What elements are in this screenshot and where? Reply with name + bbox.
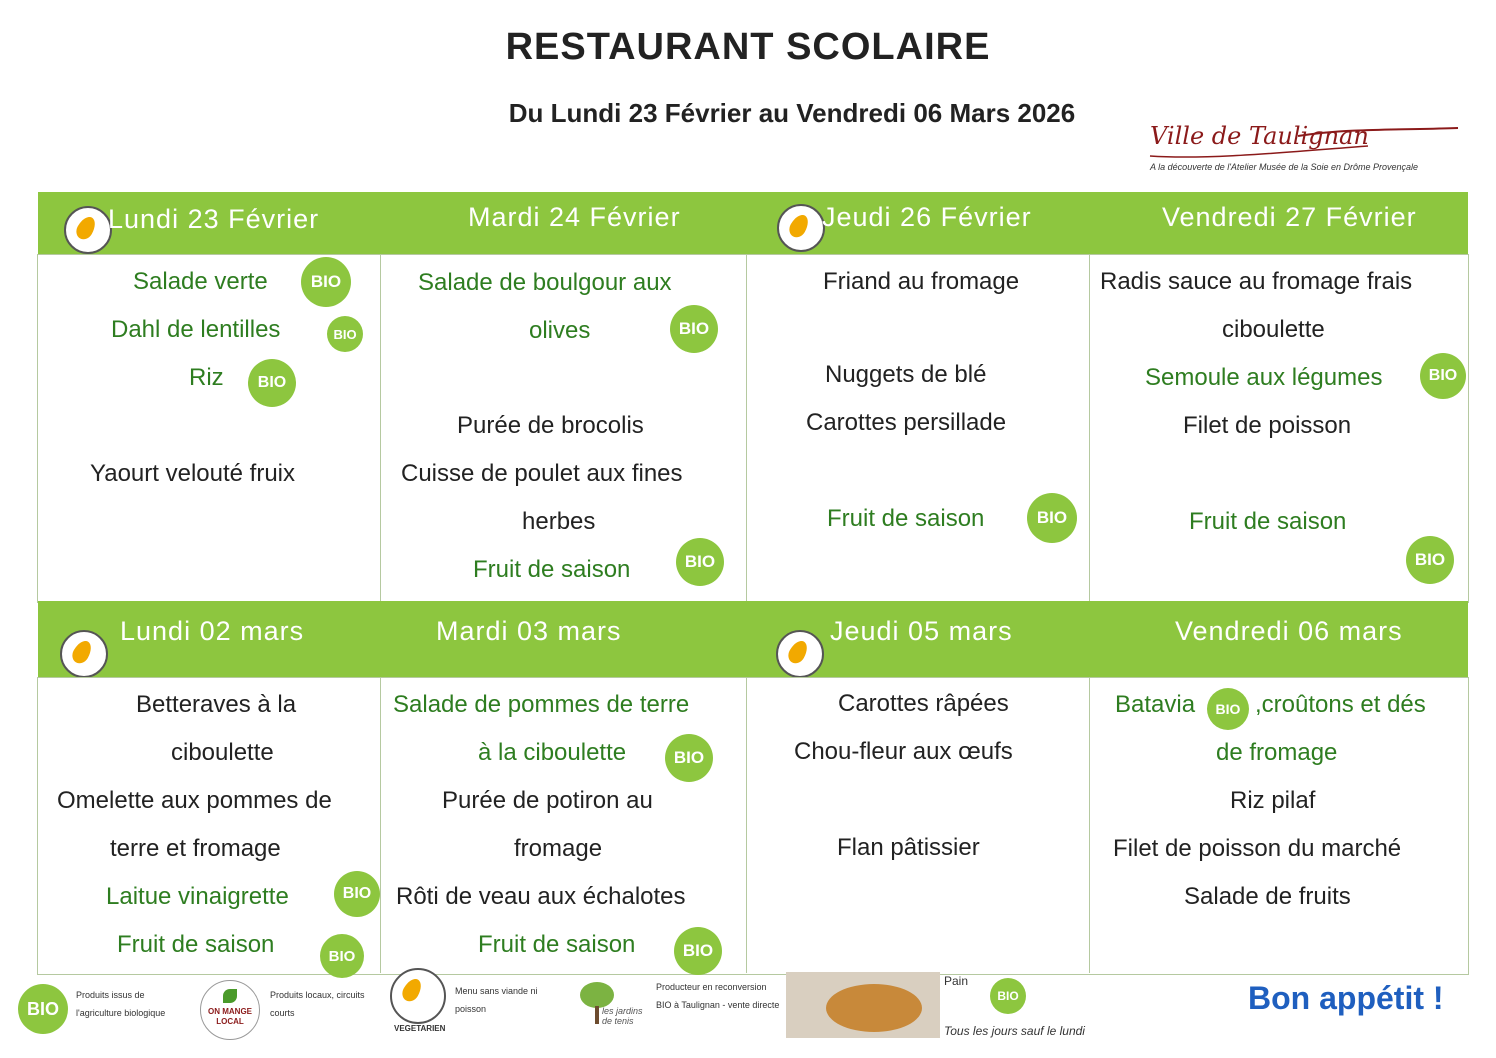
menu-item: Purée de potiron au — [442, 787, 653, 814]
menu-item: fromage — [514, 835, 603, 862]
day-week2-tuesday: Mardi 03 mars — [436, 616, 622, 646]
town-logo — [1148, 122, 1460, 178]
day-week1-friday: Vendredi 27 Février — [1162, 202, 1417, 232]
on-mange-local-logo — [200, 980, 260, 1040]
bio-icon: BIO — [665, 734, 713, 782]
vegetarian-label: VEGETARIEN — [394, 1024, 446, 1033]
menu-item: Fruit de saison — [478, 931, 636, 958]
menu-item: herbes — [522, 508, 596, 535]
day-week1-monday: Lundi 23 Février — [108, 204, 320, 234]
day-week2-monday: Lundi 02 mars — [120, 616, 305, 646]
bio-icon: BIO — [320, 934, 364, 978]
page-title: RESTAURANT SCOLAIRE — [505, 26, 991, 68]
menu-item: Fruit de saison — [117, 931, 275, 958]
menu-item: Fruit de saison — [473, 556, 631, 583]
menu-item: Omelette aux pommes de — [57, 787, 332, 814]
menu-item: Salade de boulgour aux — [418, 269, 672, 296]
menu-item: de fromage — [1216, 739, 1338, 766]
legend-local-text: Produits locaux, circuits courts — [270, 990, 365, 1018]
bon-appetit: Bon appétit ! — [1248, 980, 1444, 1016]
jardins-logo — [572, 980, 646, 1038]
page-subtitle: Du Lundi 23 Février au Vendredi 06 Mars 2026 — [508, 98, 1076, 128]
bio-icon: BIO — [674, 927, 722, 975]
bio-icon: BIO — [676, 538, 724, 586]
menu-item: Filet de poisson — [1183, 412, 1352, 439]
menu-item: Carottes persillade — [806, 409, 1007, 436]
menu-item: Batavia — [1115, 691, 1196, 718]
bread-icon — [826, 984, 922, 1032]
bio-icon: BIO — [248, 359, 296, 407]
menu-item: Dahl de lentilles — [111, 316, 281, 343]
menu-item: olives — [529, 317, 591, 344]
menu-item: Salade verte — [133, 268, 268, 295]
menu-item: Yaourt velouté fruix — [90, 460, 295, 487]
menu-item: Purée de brocolis — [457, 412, 644, 439]
vegetarian-icon — [776, 630, 824, 678]
menu-item: Salade de fruits — [1184, 883, 1351, 910]
day-week2-friday: Vendredi 06 mars — [1175, 616, 1403, 646]
menu-item: Radis sauce au fromage frais — [1100, 268, 1413, 295]
vegetarian-icon — [64, 206, 112, 254]
menu-item: Semoule aux légumes — [1145, 364, 1383, 391]
vegetarian-icon — [60, 630, 108, 678]
menu-item: Nuggets de blé — [825, 361, 987, 388]
leaf-icon — [223, 989, 237, 1003]
menu-item: Flan pâtissier — [837, 834, 980, 861]
bio-icon: BIO — [1027, 493, 1077, 543]
bio-icon: BIO — [670, 305, 718, 353]
bread-image — [786, 972, 940, 1038]
menu-item: à la ciboulette — [478, 739, 627, 766]
bio-icon: BIO — [327, 316, 363, 352]
bio-icon: BIO — [1207, 688, 1249, 730]
pain-note: Tous les jours sauf le lundi — [944, 1024, 1085, 1038]
menu-item: Riz — [189, 364, 224, 391]
menu-item: Salade de pommes de terre — [393, 691, 690, 718]
menu-item: Friand au fromage — [823, 268, 1020, 295]
day-week1-tuesday: Mardi 24 Février — [468, 202, 681, 232]
on-mange-local-text: ON MANGE LOCAL — [208, 1007, 252, 1026]
town-logo-tagline: A la découverte de l'Atelier Musée de la Soie en Drôme Provençale — [1150, 162, 1419, 172]
menu-item: ciboulette — [171, 739, 274, 766]
legend-veg-text: Menu sans viande ni poisson — [455, 986, 538, 1014]
town-logo-script: Ville de Taulignan — [1150, 122, 1369, 150]
menu-item: Fruit de saison — [827, 505, 985, 532]
legend-bio-icon: BIO — [18, 984, 68, 1034]
menu-item: Riz pilaf — [1230, 787, 1316, 814]
menu-item: Carottes râpées — [838, 690, 1009, 717]
legend-producer-text: Producteur en reconversion BIO à Taulignan - vente directe — [656, 982, 780, 1010]
bio-icon: BIO — [990, 978, 1026, 1014]
week2-divider — [1089, 677, 1090, 973]
menu-item: ciboulette — [1222, 316, 1325, 343]
menu-item: Filet de poisson du marché — [1113, 835, 1402, 862]
day-week2-thursday: Jeudi 05 mars — [830, 616, 1013, 646]
menu-item: Fruit de saison — [1189, 508, 1347, 535]
menu-item: Rôti de veau aux échalotes — [396, 883, 686, 910]
legend-vegetarian-icon — [390, 968, 446, 1024]
legend-bio-text: Produits issus de l'agriculture biologique — [76, 990, 166, 1018]
vegetarian-icon — [777, 204, 825, 252]
menu-item: Chou-fleur aux œufs — [794, 738, 1013, 765]
menu-item: terre et fromage — [110, 835, 281, 862]
bio-icon: BIO — [1420, 353, 1466, 399]
menu-item: ,croûtons et dés — [1255, 691, 1426, 718]
tree-icon — [580, 982, 614, 1008]
menu-item: Betteraves à la — [136, 691, 297, 718]
menu-item: Laitue vinaigrette — [106, 883, 289, 910]
pain-label: Pain — [944, 974, 969, 988]
bio-icon: BIO — [301, 257, 351, 307]
bio-icon: BIO — [334, 871, 380, 917]
day-week1-thursday: Jeudi 26 Février — [822, 202, 1032, 232]
week1-divider — [1089, 254, 1090, 601]
menu-item: Cuisse de poulet aux fines — [401, 460, 683, 487]
jardins-text: les jardins de tenis — [602, 1006, 643, 1026]
bio-icon: BIO — [1406, 536, 1454, 584]
